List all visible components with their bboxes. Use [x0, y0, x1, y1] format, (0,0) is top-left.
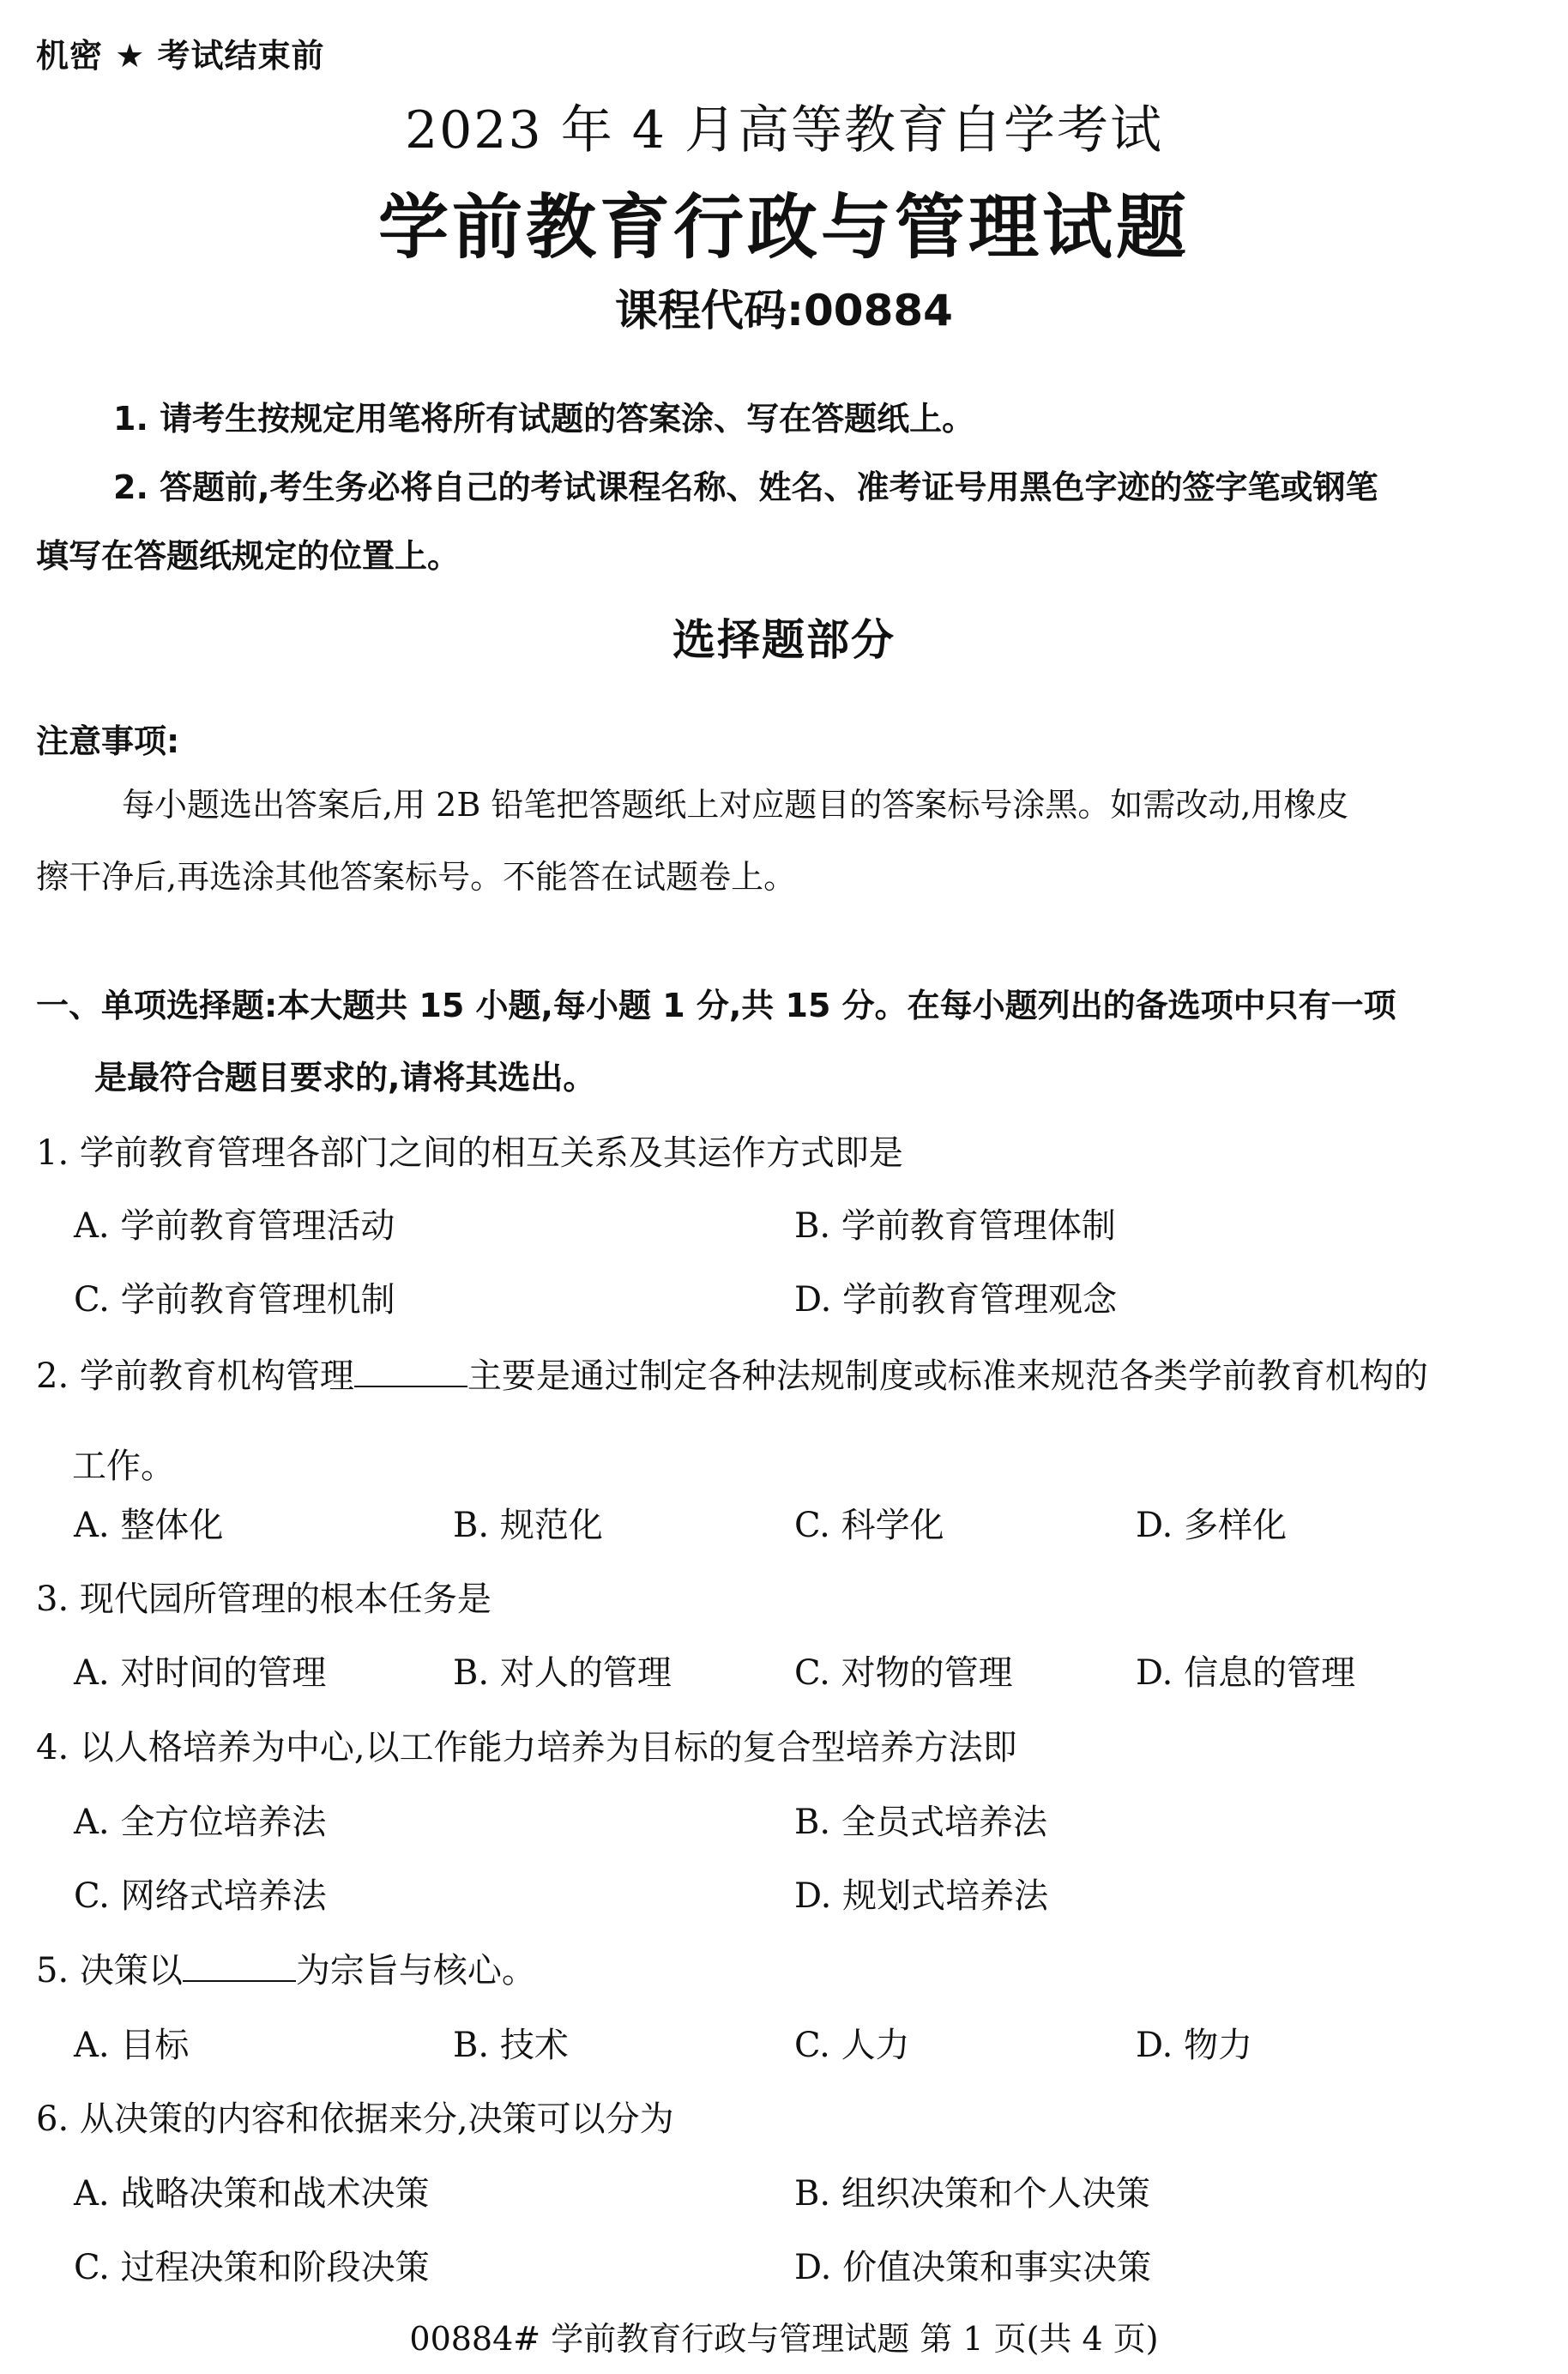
question-5 [36, 1943, 1554, 1992]
option-a: A. 整体化 [74, 1506, 224, 1545]
instruction-item-2: 2. 答题前,考生务必将自己的考试课程名称、姓名、准考证号用黑色字迹的签字笔或钢笔 [113, 468, 1378, 506]
section-heading: 选择题部分 [672, 615, 896, 665]
option-b: B. 组织决策和个人决策 [794, 2174, 1150, 2214]
question-stem-start: 5. 决策以 [36, 1951, 183, 1990]
question-stem: 1. 学前教育管理各部门之间的相互关系及其运作方式即是 [36, 1133, 903, 1173]
option-b: B. 对人的管理 [453, 1653, 672, 1693]
paper-title: 学前教育行政与管理试题 [377, 187, 1190, 269]
notice-title: 注意事项: [36, 722, 180, 760]
question-stem-start: 2. 学前教育机构管理 [36, 1356, 354, 1396]
question-3 [36, 1572, 1554, 1621]
instruction-item-2-cont: 填写在答题纸规定的位置上。 [36, 537, 461, 575]
question-1 [36, 1126, 1554, 1175]
option-a: A. 战略决策和战术决策 [74, 2174, 430, 2214]
option-c: C. 人力 [794, 2026, 910, 2065]
question-stem: 6. 从决策的内容和依据来分,决策可以分为 [36, 2099, 674, 2139]
notice-body [36, 769, 1546, 913]
option-a: A. 全方位培养法 [74, 1803, 327, 1842]
course-code: 课程代码:00884 [615, 286, 953, 335]
part-heading-line-2: 是最符合题目要求的,请将其选出。 [94, 1059, 596, 1096]
instructions [36, 384, 1546, 590]
notice-line-1: 每小题选出答案后,用 2B 铅笔把答题纸上对应题目的答案标号涂黑。如需改动,用橡皮 [122, 786, 1349, 824]
question-2 [36, 1349, 1554, 1488]
option-d: D. 多样化 [1136, 1506, 1288, 1545]
option-a: A. 对时间的管理 [74, 1653, 327, 1693]
exam-session-line: 2023 年 4 月高等教育自学考试 [404, 100, 1164, 160]
confidential-label: 机密 ★ 考试结束前 [36, 37, 325, 75]
option-c: C. 学前教育管理机制 [74, 1280, 395, 1320]
option-b: B. 规范化 [453, 1506, 603, 1545]
option-b: B. 学前教育管理体制 [794, 1206, 1116, 1246]
answer-blank [183, 1948, 296, 1982]
option-b: B. 技术 [453, 2026, 569, 2065]
question-stem-cont: 工作。 [72, 1447, 175, 1486]
option-b: B. 全员式培养法 [794, 1803, 1047, 1842]
option-a: A. 目标 [74, 2026, 190, 2065]
question-4 [36, 1720, 1554, 1769]
instruction-item-1: 1. 请考生按规定用笔将所有试题的答案涂、写在答题纸上。 [113, 400, 975, 438]
notice-line-2: 擦干净后,再选涂其他答案标号。不能答在试题卷上。 [36, 858, 797, 896]
question-stem-end: 主要是通过制定各种法规制度或标准来规范各类学前教育机构的 [467, 1356, 1428, 1396]
option-c: C. 过程决策和阶段决策 [74, 2248, 430, 2287]
option-d: D. 信息的管理 [1136, 1653, 1356, 1693]
answer-blank [354, 1353, 467, 1387]
option-d: D. 规划式培养法 [794, 1876, 1049, 1916]
option-c: C. 对物的管理 [794, 1653, 1013, 1693]
option-d: D. 学前教育管理观念 [794, 1280, 1118, 1320]
question-6 [36, 2092, 1554, 2141]
option-d: D. 价值决策和事实决策 [794, 2248, 1152, 2287]
option-c: C. 网络式培养法 [74, 1876, 327, 1916]
page-footer: 00884# 学前教育行政与管理试题 第 1 页(共 4 页) [409, 2320, 1159, 2358]
question-stem: 3. 现代园所管理的根本任务是 [36, 1580, 492, 1619]
question-stem: 4. 以人格培养为中心,以工作能力培养为目标的复合型培养方法即 [36, 1728, 1017, 1767]
option-a: A. 学前教育管理活动 [74, 1206, 395, 1246]
option-c: C. 科学化 [794, 1506, 944, 1545]
part-heading-line-1: 一、单项选择题:本大题共 15 小题,每小题 1 分,共 15 分。在每小题列出的备选项中只有一项 [36, 987, 1396, 1024]
question-stem-end: 为宗旨与核心。 [295, 1951, 536, 1990]
option-d: D. 物力 [1136, 2026, 1253, 2065]
part-heading [36, 970, 1546, 1114]
